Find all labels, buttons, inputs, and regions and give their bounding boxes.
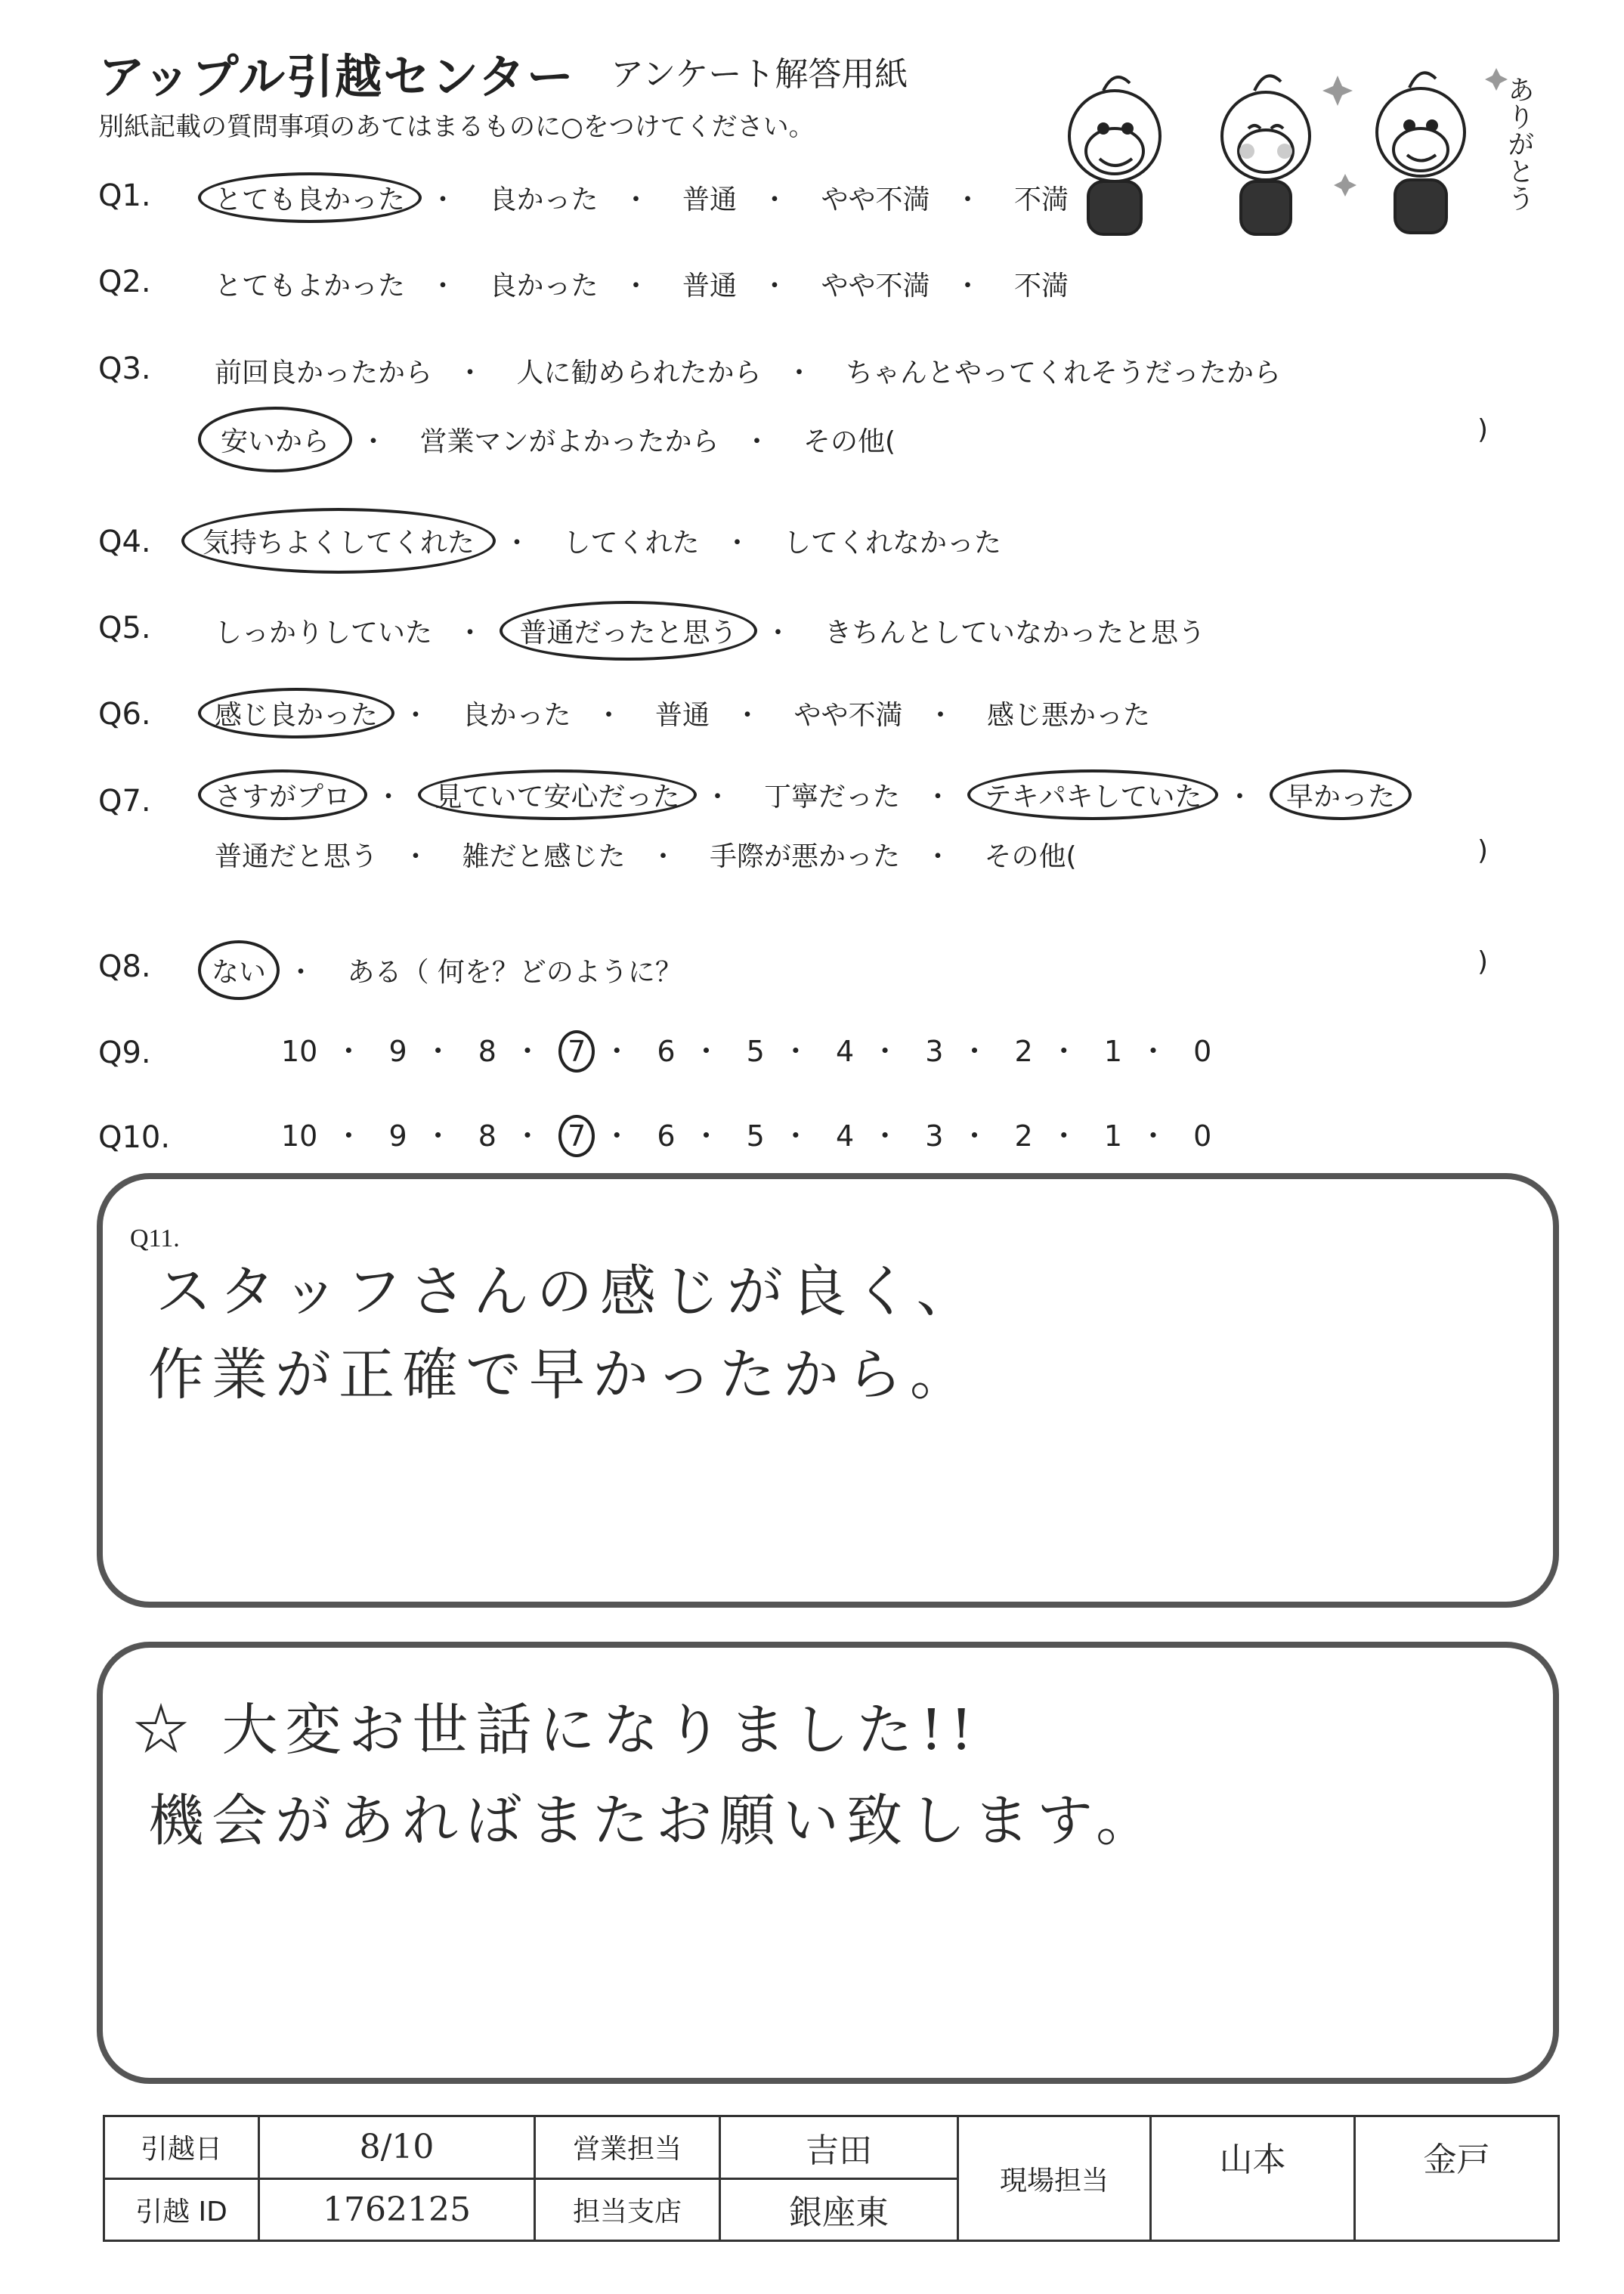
- q9-scale-value[interactable]: 2: [1014, 1035, 1033, 1068]
- thanks-text: ありがとう: [1503, 76, 1535, 212]
- q9-scale-value[interactable]: 1: [1103, 1035, 1123, 1068]
- q8-options: ない ・ ある（ 何を？どのように？: [198, 940, 699, 1000]
- q10-scale-value[interactable]: 10: [281, 1119, 318, 1153]
- q9-scale-value[interactable]: 9: [388, 1035, 407, 1068]
- move-date-value[interactable]: 8/10: [259, 2116, 535, 2179]
- q6-option[interactable]: 良かった: [462, 700, 571, 731]
- q2-options: とてもよかった ・ 良かった ・ 普通 ・ やや不満 ・ 不満: [198, 259, 1085, 309]
- q2-option[interactable]: 不満: [1013, 271, 1069, 302]
- q9-scale-value[interactable]: 8: [478, 1035, 496, 1068]
- q3-option[interactable]: ちゃんとやってくれそうだったから: [845, 358, 1281, 389]
- q8-close-paren: ): [1477, 946, 1489, 977]
- q7-option[interactable]: 普通だと思う: [215, 841, 379, 872]
- q3-option[interactable]: 前回良かったから: [215, 358, 433, 389]
- staff-info-table: [103, 2115, 1560, 2242]
- q7-option-other[interactable]: その他(: [984, 841, 1077, 872]
- instructions: 別紙記載の質問事項のあてはまるものに○をつけてください。: [98, 112, 815, 142]
- q7-close-paren: ): [1477, 835, 1489, 866]
- site-staff-2[interactable]: 金戸: [1355, 2116, 1559, 2241]
- comment-box[interactable]: [97, 1642, 1559, 2084]
- q5-option[interactable]: 普通だったと思う: [500, 601, 756, 661]
- q3-option[interactable]: 営業マンがよかったから: [419, 426, 719, 457]
- site-staff-1[interactable]: 山本: [1151, 2116, 1355, 2241]
- q7-option[interactable]: 丁寧だった: [763, 782, 900, 813]
- q3-option-other[interactable]: その他(: [803, 426, 896, 457]
- q1-option[interactable]: 普通: [682, 184, 737, 215]
- q4-option[interactable]: してくれなかった: [783, 528, 1001, 559]
- q9-scale-value-selected[interactable]: 7: [558, 1030, 595, 1073]
- q6-option[interactable]: やや不満: [793, 700, 903, 731]
- q1-option[interactable]: 良かった: [489, 184, 599, 215]
- q9-scale: 10 ・ 9 ・ 8 ・ 7 ・ 6 ・ 5 ・ 4 ・ 3 ・ 2 ・ 1 ・ 0: [272, 1028, 1220, 1073]
- monkey-mascot-illustration: [1043, 45, 1542, 242]
- site-staff-label: 現場担当: [958, 2116, 1151, 2241]
- q10-scale-value[interactable]: 2: [1014, 1119, 1033, 1153]
- q10-scale-value-selected[interactable]: 7: [558, 1115, 595, 1157]
- q2-option[interactable]: 普通: [682, 271, 737, 302]
- branch-value[interactable]: 銀座東: [720, 2178, 958, 2241]
- form-title: アップル引越センター: [98, 49, 575, 104]
- q10-scale-value[interactable]: 9: [388, 1119, 407, 1153]
- q3-options-line1: 前回良かったから ・ 人に勧められたから ・ ちゃんとやってくれそうだったから: [198, 345, 1298, 396]
- q2-label: Q2.: [98, 265, 151, 299]
- q4-option[interactable]: 気持ちよくしてくれた: [181, 508, 496, 574]
- q8-label: Q8.: [98, 949, 151, 984]
- q11-label: Q11.: [130, 1224, 180, 1252]
- q10-scale-value[interactable]: 8: [478, 1119, 496, 1153]
- q7-option[interactable]: 手際が悪かった: [709, 841, 900, 872]
- sales-staff-value[interactable]: 吉田: [720, 2116, 958, 2179]
- q9-scale-value[interactable]: 0: [1193, 1035, 1212, 1068]
- q1-option[interactable]: やや不満: [821, 184, 930, 215]
- q8-option[interactable]: ある（ 何を？どのように？: [347, 957, 682, 988]
- q11-answer-box[interactable]: [97, 1173, 1559, 1608]
- q10-scale-value[interactable]: 5: [746, 1119, 765, 1153]
- q3-options-line2: 安いから ・ 営業マンがよかったから ・ その他(: [198, 407, 912, 472]
- q6-option[interactable]: 感じ良かった: [198, 688, 394, 738]
- q3-option[interactable]: 人に勧められたから: [516, 358, 762, 389]
- move-date-label: 引越日: [104, 2116, 259, 2179]
- q7-option[interactable]: さすがプロ: [198, 769, 367, 820]
- q9-scale-value[interactable]: 4: [835, 1035, 855, 1068]
- q3-option[interactable]: 安いから: [198, 407, 352, 472]
- q8-option[interactable]: ない: [198, 940, 280, 1000]
- q9-scale-value[interactable]: 10: [281, 1035, 318, 1068]
- q10-scale-value[interactable]: 1: [1103, 1119, 1123, 1153]
- q4-options: 気持ちよくしてくれた ・ してくれた ・ してくれなかった: [181, 508, 1018, 574]
- q4-label: Q4.: [98, 525, 151, 559]
- sales-staff-label: 営業担当: [535, 2116, 720, 2179]
- q2-option[interactable]: とてもよかった: [215, 271, 406, 302]
- q7-option[interactable]: 見ていて安心だった: [418, 769, 696, 820]
- comment-line1: ☆ 大変お世話になりました!!: [133, 1698, 980, 1763]
- q5-label: Q5.: [98, 611, 151, 645]
- q10-scale-value[interactable]: 3: [925, 1119, 944, 1153]
- comment-line2: 機会があればまたお願い致します。: [148, 1788, 1160, 1853]
- q5-options: しっかりしていた ・ 普通だったと思う ・ きちんとしていなかったと思う: [198, 601, 1222, 661]
- q9-label: Q9.: [98, 1036, 151, 1070]
- q4-option[interactable]: してくれた: [563, 528, 700, 559]
- form-subtitle: アンケート解答用紙: [611, 55, 908, 94]
- q2-option[interactable]: やや不満: [821, 271, 930, 302]
- q10-scale-value[interactable]: 0: [1193, 1119, 1212, 1153]
- q9-scale-value[interactable]: 6: [657, 1035, 676, 1068]
- q9-scale-value[interactable]: 3: [925, 1035, 944, 1068]
- q5-option[interactable]: きちんとしていなかったと思う: [824, 618, 1205, 649]
- q7-option[interactable]: 早かった: [1270, 769, 1412, 820]
- q6-option[interactable]: 普通: [654, 700, 710, 731]
- q10-scale-value[interactable]: 6: [657, 1119, 676, 1153]
- q10-scale: 10 ・ 9 ・ 8 ・ 7 ・ 6 ・ 5 ・ 4 ・ 3 ・ 2 ・ 1 ・ 0: [272, 1113, 1220, 1157]
- q1-label: Q1.: [98, 178, 151, 213]
- branch-label: 担当支店: [535, 2178, 720, 2241]
- move-id-value[interactable]: 1762125: [259, 2178, 535, 2241]
- q1-option[interactable]: 不満: [1013, 184, 1069, 215]
- q7-options-line2: 普通だと思う ・ 雑だと感じた ・ 手際が悪かった ・ その他(: [198, 829, 1093, 880]
- q6-option[interactable]: 感じ悪かった: [986, 700, 1150, 731]
- q10-scale-value[interactable]: 4: [835, 1119, 855, 1153]
- q11-answer-line2: 作業が正確で早かったから。: [148, 1342, 973, 1407]
- q5-option[interactable]: しっかりしていた: [215, 618, 433, 649]
- q3-label: Q3.: [98, 351, 151, 386]
- q7-label: Q7.: [98, 784, 151, 819]
- q9-scale-value[interactable]: 5: [746, 1035, 765, 1068]
- q7-option[interactable]: 雑だと感じた: [462, 841, 626, 872]
- q3-close-paren: ): [1477, 414, 1489, 445]
- q7-option[interactable]: テキパキしていた: [967, 769, 1218, 820]
- move-id-label: 引越 ID: [104, 2178, 259, 2241]
- q7-options-line1: さすがプロ ・ 見ていて安心だった ・ 丁寧だった ・ テキパキしていた ・ 早かった: [198, 769, 1412, 820]
- q2-option[interactable]: 良かった: [489, 271, 599, 302]
- q10-label: Q10.: [98, 1120, 171, 1155]
- q6-options: 感じ良かった ・ 良かった ・ 普通 ・ やや不満 ・ 感じ悪かった: [198, 688, 1167, 738]
- q11-answer-line1: スタッフさんの感じが良く、: [156, 1259, 980, 1324]
- q1-options: とても良かった ・ 良かった ・ 普通 ・ やや不満 ・ 不満: [198, 172, 1085, 223]
- q6-label: Q6.: [98, 697, 151, 732]
- q1-option[interactable]: とても良かった: [198, 172, 422, 223]
